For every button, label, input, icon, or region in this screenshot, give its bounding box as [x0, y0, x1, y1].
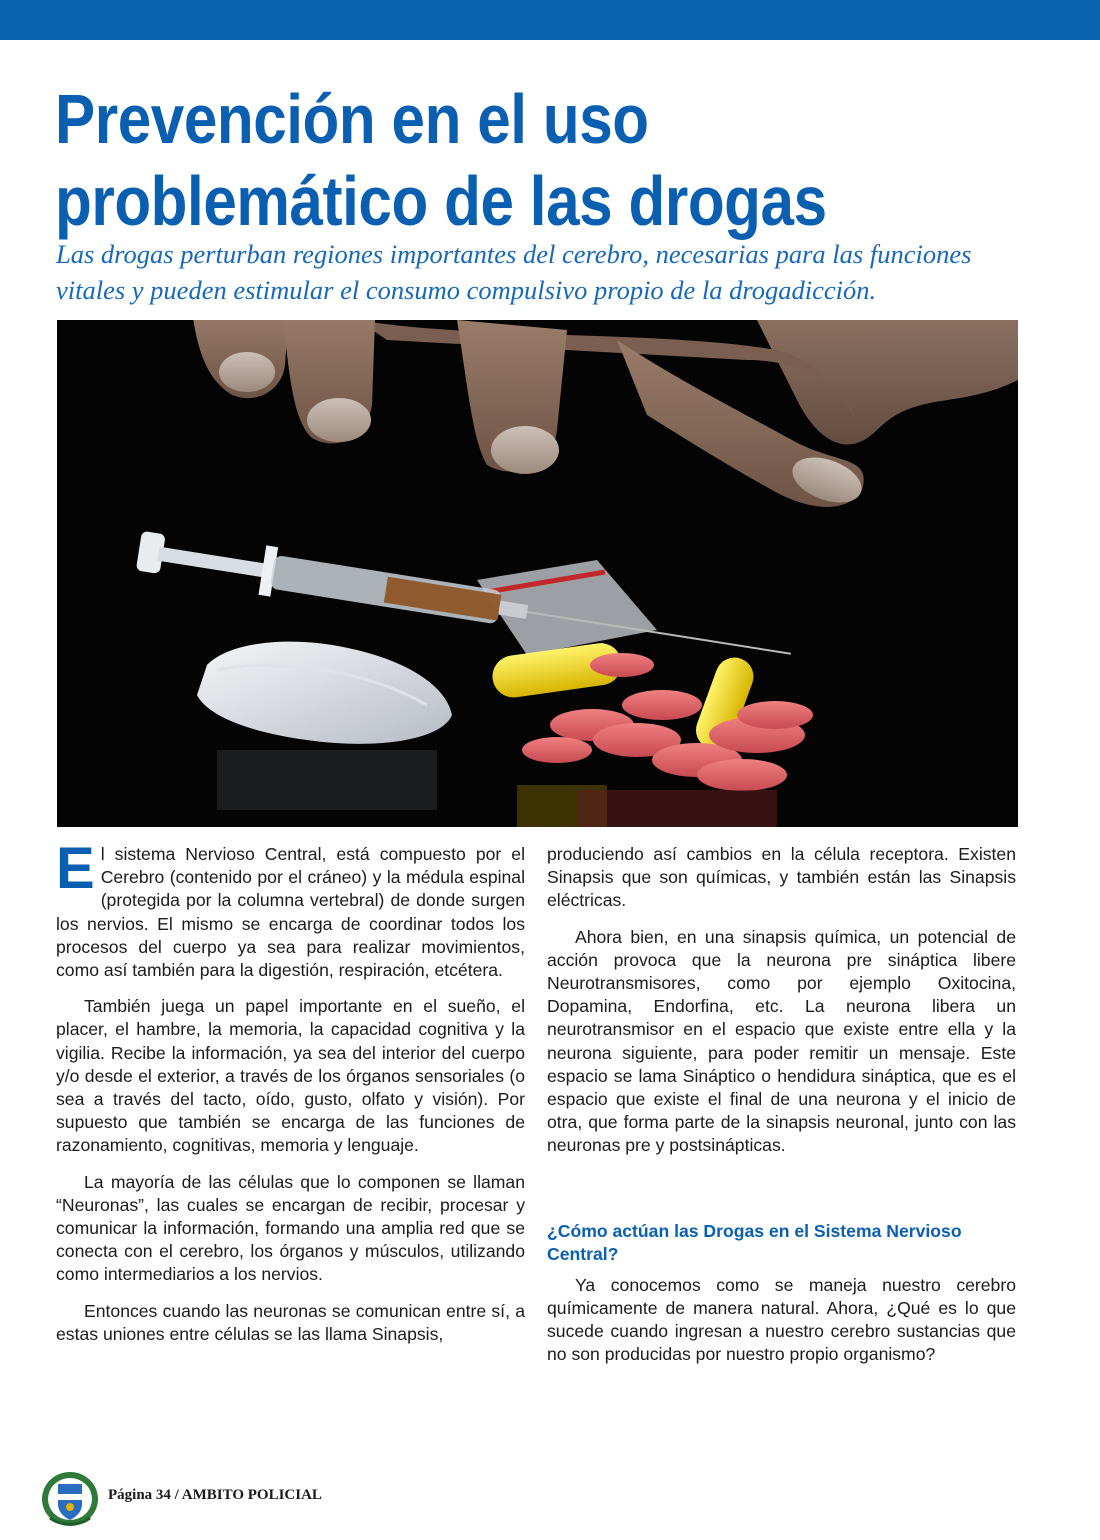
page-label: Página 34 / AMBITO POLICIAL: [108, 1487, 322, 1503]
paragraph: Ahora bien, en una sinapsis química, un potencial de acción provoca que la neurona pre sináptica libere Neurotransmisores, como por ejemplo Oxitocina, Dopamina, Endorfina, etc. La neurona libera un neurotransmisor en el espacio que existe entre ella y la neurona siguiente, para poder remitir un mensaje. Este espacio se lama Sináptico o hendidura sináptica, que es el espacio que existe el final de una neurona y el inicio de otra, que forma parte de la sinapsis neuronal, junto con las neuronas pre y postsinápticas.: [547, 926, 1016, 1156]
page-footer: [40, 1470, 440, 1530]
photo-hand-syringe-pills-icon: [57, 320, 1018, 827]
body-column-right: [547, 843, 1016, 1379]
top-color-bar: [0, 0, 1100, 40]
section-heading: ¿Cómo actúan las Drogas en el Sistema Nervioso Central?: [547, 1220, 962, 1264]
paragraph: produciendo así cambios en la célula receptora. Existen Sinapsis que son químicas, y también están las Sinapsis eléctricas.: [547, 844, 1016, 911]
body-column-left: [56, 836, 525, 1359]
article-title: [55, 78, 915, 242]
drop-cap: E: [56, 836, 95, 901]
title-line-1: Prevención en el uso: [55, 80, 649, 158]
article-photo: [57, 320, 1018, 827]
paragraph: [56, 836, 525, 982]
police-crest-icon: [40, 1470, 100, 1528]
article-subtitle: [56, 236, 1046, 308]
paragraph: Entonces cuando las neuronas se comunican entre sí, a estas uniones entre células se las llama Sinapsis,: [56, 1300, 525, 1344]
paragraph: También juega un papel importante en el sueño, el placer, el hambre, la memoria, la capacidad cognitiva y la vigilia. Recibe la información, ya sea del interior del cuerpo y/o desde el exterior, a través de los órganos sensoriales (o sea a través del tacto, oído, gusto, olfato y visión). Por supuesto que también se encarga de las funciones de razonamiento, cognitivas, memoria y lenguaje.: [56, 996, 525, 1156]
subtitle-line-2: vitales y pueden estimular el consumo compulsivo propio de la drogadicción.: [56, 275, 877, 305]
paragraph: Ya conocemos como se maneja nuestro cerebro químicamente de manera natural. Ahora, ¿Qué es lo que sucede cuando ingresan a nuestro cerebro sustancias que no son producidas por nuestro propio organismo?: [547, 1274, 1016, 1365]
paragraph: La mayoría de las células que lo componen se llaman “Neuronas”, las cuales se encargan de recibir, procesar y comunicar la información, formando una amplia red que se conecta con el cerebro, los órganos y músculos, utilizando como intermediarios a los nervios.: [56, 1171, 525, 1285]
title-line-2: problemático de las drogas: [55, 162, 827, 240]
subtitle-line-1: Las drogas perturban regiones importantes del cerebro, necesarias para las funciones: [56, 239, 972, 269]
paragraph-text: l sistema Nervioso Central, está compuesto por el Cerebro (contenido por el cráneo) y la médula espinal (protegida por la columna vertebral) de donde surgen los nervios. El mismo se encarga de coordinar todos los procesos del cuerpo ya sea para realizar movimientos, como así también para la digestión, respiración, etcétera.: [56, 844, 525, 981]
